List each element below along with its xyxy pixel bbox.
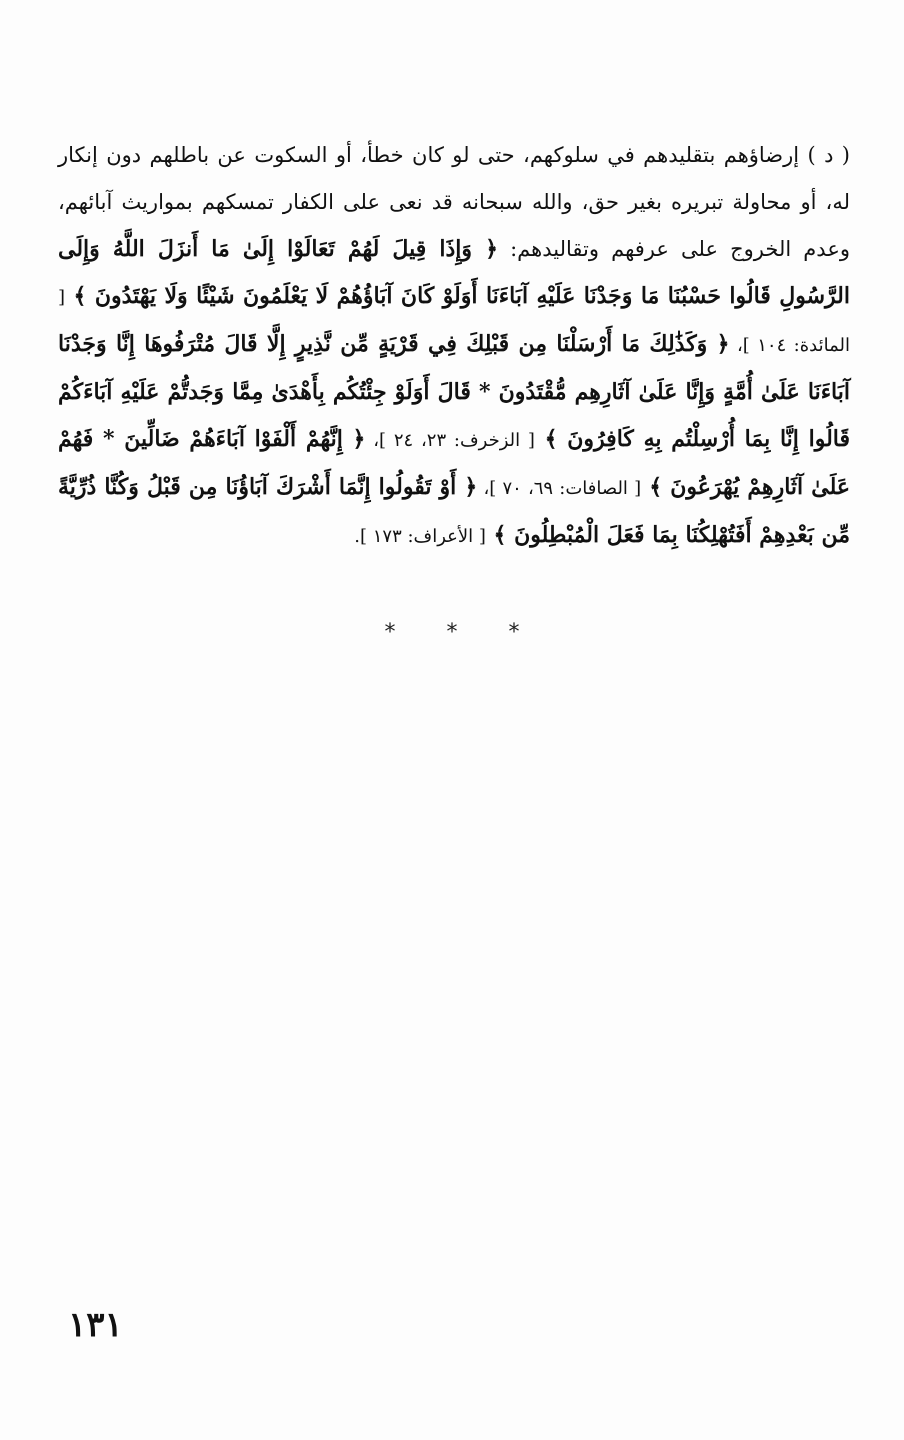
separator-asterisk: * bbox=[384, 620, 396, 645]
quran-verse-2: ﴿ وَكَذَٰلِكَ مَا أَرْسَلْنَا مِن قَبْلِكَ فِي قَرْيَةٍ مِّن نَّذِيرٍ إِلَّا قَالَ مُتْرَفُوهَا إِنَّا وَجَدْنَا آبَاءَنَا عَلَىٰ أُمَّةٍ وَإِنَّا عَلَىٰ آثَارِهِم مُّقْتَدُونَ * قَالَ أَوَلَوْ جِئْتُكُم بِأَهْدَىٰ مِمَّا وَجَدتُّمْ عَلَيْهِ آبَاءَكُمْ قَالُوا إِنَّا بِمَا أُرْسِلْتُم بِهِ كَافِرُونَ ﴾ bbox=[58, 331, 851, 452]
main-paragraph bbox=[58, 132, 850, 560]
verse-reference-3: [ الصافات: ٦٩، ٧٠ ]، bbox=[477, 478, 642, 499]
separator-asterisk: * bbox=[446, 620, 458, 645]
section-separator bbox=[0, 620, 904, 645]
quran-verse-1: ﴿ وَإِذَا قِيلَ لَهُمْ تَعَالَوْا إِلَىٰ مَا أَنزَلَ اللَّهُ وَإِلَى الرَّسُولِ قَالُوا حَسْبُنَا مَا وَجَدْنَا عَلَيْهِ آبَاءَنَا أَوَلَوْ كَانَ آبَاؤُهُمْ لَا يَعْلَمُونَ شَيْئًا وَلَا يَهْتَدُونَ ﴾ bbox=[58, 236, 850, 309]
verse-reference-2: [ الزخرف: ٢٣، ٢٤ ]، bbox=[365, 430, 535, 451]
page-number: ١٣١ bbox=[68, 1305, 123, 1345]
verse-reference-1: [ المائدة: ١٠٤ ]، bbox=[58, 287, 850, 356]
verse-reference-4: [ الأعراف: ١٧٣ ]. bbox=[354, 526, 486, 547]
quran-verse-3: ﴿ إِنَّهُمْ أَلْفَوْا آبَاءَهُمْ ضَالِّينَ * فَهُمْ عَلَىٰ آثَارِهِمْ يُهْرَعُونَ ﴾ bbox=[58, 426, 850, 500]
intro-text: ( د ) إرضاؤهم بتقليدهم في سلوكهم، حتى لو كان خطأ، أو السكوت عن باطلهم دون إنكار له، أو محاولة تبريره بغير حق، والله سبحانه قد نعى على الكفار تمسكهم بمواريث آبائهم، وعدم الخروج على عرفهم وتقاليدهم: bbox=[58, 143, 850, 261]
quran-verse-4: ﴿ أَوْ تَقُولُوا إِنَّمَا أَشْرَكَ آبَاؤُنَا مِن قَبْلُ وَكُنَّا ذُرِّيَّةً مِّن بَعْدِهِمْ أَفَتُهْلِكُنَا بِمَا فَعَلَ الْمُبْطِلُونَ ﴾ bbox=[58, 474, 850, 548]
separator-asterisk: * bbox=[508, 620, 520, 645]
